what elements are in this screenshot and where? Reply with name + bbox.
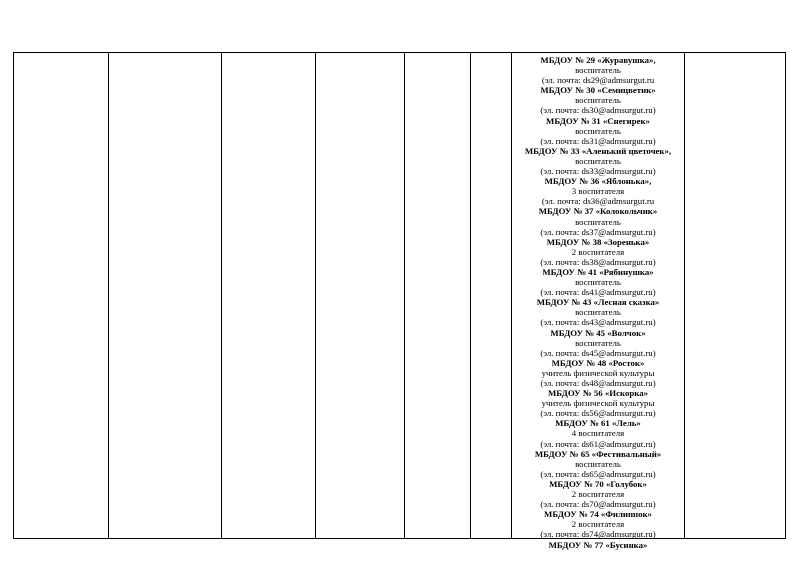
position: воспитатель bbox=[575, 216, 621, 227]
list-item bbox=[512, 479, 684, 509]
list-item bbox=[512, 267, 684, 297]
institution-name: МБДОУ № 41 «Рябинушка» bbox=[542, 266, 654, 277]
email: (эл. почта: ds31@admsurgut.ru) bbox=[540, 135, 656, 146]
position: воспитатель bbox=[575, 458, 621, 469]
email: (эл. почта: ds74@admsurgut.ru) bbox=[540, 529, 656, 540]
position: воспитатель bbox=[575, 125, 621, 136]
institution-name: МБДОУ № 29 «Журавушка», bbox=[540, 55, 656, 65]
institution-name: МБДОУ № 45 «Волчок» bbox=[550, 327, 646, 338]
institutions-cell bbox=[512, 55, 684, 550]
institution-name: МБДОУ № 30 «Семицветик» bbox=[540, 85, 656, 96]
list-item bbox=[512, 206, 684, 236]
position: учитель физической культуры bbox=[541, 398, 655, 409]
email: (эл. почта: ds43@admsurgut.ru) bbox=[540, 317, 656, 328]
institution-name: МБДОУ № 77 «Бусинка» bbox=[548, 539, 648, 550]
position: учитель физической культуры bbox=[541, 367, 655, 378]
table bbox=[13, 52, 786, 550]
list-item bbox=[512, 328, 684, 358]
institution-name: МБДОУ № 33 «Аленький цветочек», bbox=[524, 145, 672, 156]
list-item bbox=[512, 297, 684, 327]
position: 2 воспитателя bbox=[571, 246, 625, 257]
email: (эл. почта: ds45@admsurgut.ru) bbox=[540, 347, 656, 358]
position: 2 воспитателя bbox=[571, 519, 625, 530]
institution-name: МБДОУ № 36 «Яблонька», bbox=[544, 176, 652, 187]
email: (эл. почта: ds48@admsurgut.ru) bbox=[540, 378, 656, 388]
institution-name: МБДОУ № 48 «Росток» bbox=[551, 357, 645, 368]
institution-name: МБДОУ № 38 «Зоренька» bbox=[546, 236, 650, 247]
email: (эл. почта: ds65@admsurgut.ru) bbox=[540, 468, 656, 479]
list-item bbox=[512, 176, 684, 206]
position: воспитатель bbox=[575, 307, 621, 318]
institution-name: МБДОУ № 61 «Лель» bbox=[555, 418, 641, 429]
column-divider bbox=[315, 53, 316, 538]
email: (эл. почта: ds30@admsurgut.ru) bbox=[540, 105, 656, 116]
position: воспитатель bbox=[575, 277, 621, 288]
email: (эл. почта: ds41@admsurgut.ru) bbox=[540, 287, 656, 298]
position: воспитатель bbox=[575, 65, 621, 76]
institution-name: МБДОУ № 56 «Искорка» bbox=[548, 388, 648, 399]
email: (эл. почта: ds37@admsurgut.ru) bbox=[540, 226, 656, 237]
email: (эл. почта: ds38@admsurgut.ru) bbox=[540, 256, 656, 267]
list-item bbox=[512, 116, 684, 146]
list-item bbox=[512, 358, 684, 388]
list-item bbox=[512, 418, 684, 448]
column-divider bbox=[470, 53, 471, 538]
position: воспитатель bbox=[575, 155, 621, 166]
institution-name: МБДОУ № 74 «Филиппок» bbox=[544, 509, 652, 520]
position: воспитатель bbox=[575, 337, 621, 348]
column-divider bbox=[108, 53, 109, 538]
institution-name: МБДОУ № 70 «Голубок» bbox=[549, 478, 647, 489]
column-divider bbox=[684, 53, 685, 538]
institution-name: МБДОУ № 37 «Колокольчик» bbox=[538, 206, 658, 217]
position: воспитатель bbox=[575, 95, 621, 106]
email: (эл. почта: ds61@admsurgut.ru) bbox=[540, 438, 656, 449]
institution-name: МБДОУ № 65 «Фестивальный» bbox=[534, 448, 662, 459]
position: 4 воспитателя bbox=[571, 428, 625, 439]
email: (эл. почта: ds70@admsurgut.ru) bbox=[540, 499, 656, 510]
list-item bbox=[512, 237, 684, 267]
institution-name: МБДОУ № 31 «Снегирек» bbox=[546, 115, 650, 126]
position: 2 воспитателя bbox=[571, 489, 625, 500]
email: (эл. почта: ds33@admsurgut.ru) bbox=[540, 166, 656, 177]
email: (эл. почта: ds36@admsurgut.ru bbox=[541, 196, 655, 207]
list-item bbox=[512, 449, 684, 479]
list-item bbox=[512, 146, 684, 176]
list-item bbox=[512, 509, 684, 539]
email: (эл. почта: ds29@admsurgut.ru bbox=[541, 75, 655, 86]
institution-name: МБДОУ № 43 «Лесная сказка» bbox=[536, 297, 660, 308]
column-divider bbox=[221, 53, 222, 538]
list-item bbox=[512, 55, 684, 85]
list-item bbox=[512, 85, 684, 115]
column-divider bbox=[404, 53, 405, 538]
position: 3 воспитателя bbox=[571, 186, 625, 197]
list-item bbox=[512, 388, 684, 418]
email: (эл. почта: ds56@admsurgut.ru) bbox=[540, 408, 656, 419]
